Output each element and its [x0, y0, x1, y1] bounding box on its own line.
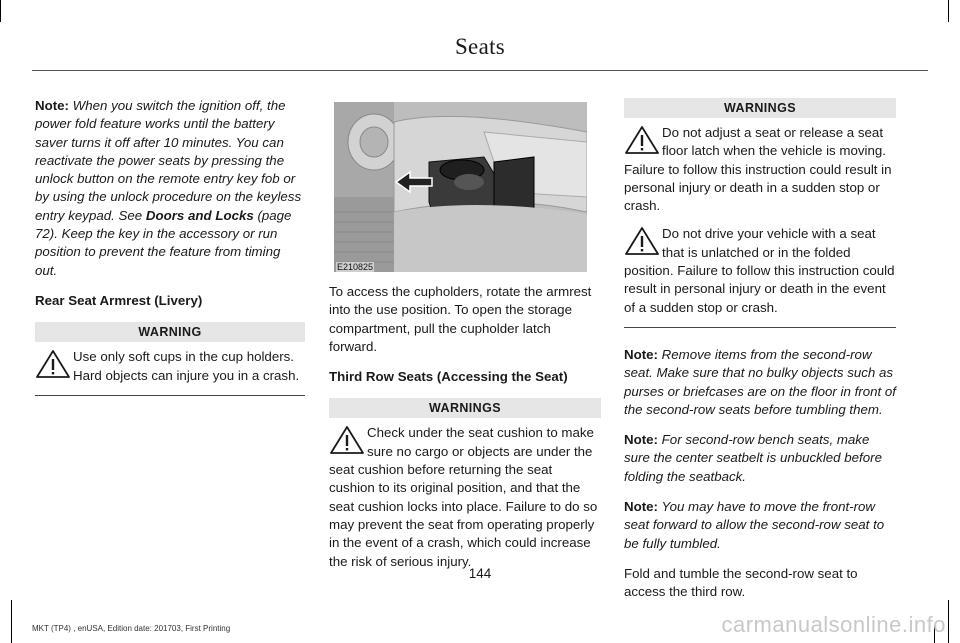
warning-text: Use only soft cups in the cup holders. Hard objects can injure you in a crash. — [73, 349, 300, 383]
middle-column — [329, 283, 601, 581]
watermark: carmanualsonline.info — [721, 612, 946, 637]
armrest-cupholder-illustration — [334, 102, 587, 272]
warning-divider — [35, 395, 305, 396]
note-text: When you switch the ignition off, the power fold feature works until the battery saver turns it off after 10 minutes. You can reactivate the power seats by pressing the unlock button on the remote entry key fob or by using the unlock procedure on the keyless entry keypad. See — [35, 98, 302, 223]
cupholder-instructions: To access the cupholders, rotate the armrest into the use position. To open the storage compartment, pull the cupholder latch forward. — [329, 284, 592, 354]
note-text: For second-row bench seats, make sure the center seatbelt is unbuckled before folding the seatback. — [624, 432, 882, 484]
warning-divider — [624, 327, 896, 328]
ignition-note — [35, 97, 305, 280]
fold-tumble-instructions: Fold and tumble the second-row seat to access the third row. — [624, 565, 858, 600]
footer-edition-info: MKT (TP4) , enUSA, Edition date: 201703, First Printing — [32, 624, 231, 633]
note-label: Note: — [624, 432, 658, 448]
header-divider — [32, 70, 928, 71]
warning-text: Do not adjust a seat or release a seat floor latch when the vehicle is moving. Failure to follow this instruction could result in personal injury or death in a sudden stop or crash. — [624, 125, 892, 214]
warning-item — [624, 124, 896, 215]
note-text: (page 72). Keep the key in the accessory or run position to prevent the feature from timing out. — [35, 207, 292, 278]
warning-item — [624, 225, 896, 316]
warnings-box — [624, 98, 896, 328]
warning-box — [35, 322, 305, 396]
warning-text: Check under the seat cushion to make sure no cargo or objects are under the seat cushion before returning the seat cushion to its original position, and that the seat cushion locks into place. Failure to do so may prevent the seat from operating properly in the event of a crash, which could increase the risk of serious injury. — [329, 425, 598, 569]
left-column — [35, 97, 305, 396]
right-column — [624, 98, 896, 614]
note-label: Note: — [35, 98, 69, 113]
note-label: Note: — [624, 346, 658, 362]
warning-triangle-icon — [35, 349, 71, 379]
page-number: 144 — [468, 566, 492, 581]
doors-and-locks-link[interactable]: Doors and Locks — [145, 207, 254, 223]
note-text: Remove items from the second-row seat. Make sure that no bulky objects such as purses or briefcases are on the floor in front of the second-row seats before tumbling them. — [624, 346, 896, 417]
armrest-drawing — [334, 102, 587, 272]
warning-header: WARNING — [35, 322, 305, 342]
warning-triangle-icon — [329, 425, 365, 455]
note-front-row — [624, 498, 896, 553]
warning-item — [35, 348, 305, 385]
warnings-box — [329, 398, 601, 570]
arrow-left-icon — [394, 170, 434, 194]
warning-triangle-icon — [624, 125, 660, 155]
note-seatbelt — [624, 431, 896, 486]
section-heading-third-row: Third Row Seats (Accessing the Seat) — [329, 369, 568, 385]
crop-mark — [948, 0, 949, 22]
crop-mark — [11, 600, 12, 643]
warning-item — [329, 424, 601, 570]
warnings-header: WARNINGS — [329, 398, 601, 418]
figure-label: E210825 — [337, 262, 374, 272]
crop-mark — [948, 600, 949, 643]
note-remove-items — [624, 346, 896, 419]
note-label: Note: — [624, 499, 658, 515]
warnings-header: WARNINGS — [624, 98, 896, 118]
crop-mark — [0, 0, 1, 22]
section-heading-rear-armrest: Rear Seat Armrest (Livery) — [35, 292, 203, 308]
warning-triangle-icon — [624, 226, 660, 256]
warning-text: Do not drive your vehicle with a seat that is unlatched or in the folded position. Failure to follow this instruction could result in personal injury or death in the event of a sudden stop or crash. — [624, 226, 895, 315]
note-text: You may have to move the front-row seat forward to allow the second-row seat to be fully tumbled. — [624, 499, 885, 551]
page-title: Seats — [454, 34, 506, 59]
